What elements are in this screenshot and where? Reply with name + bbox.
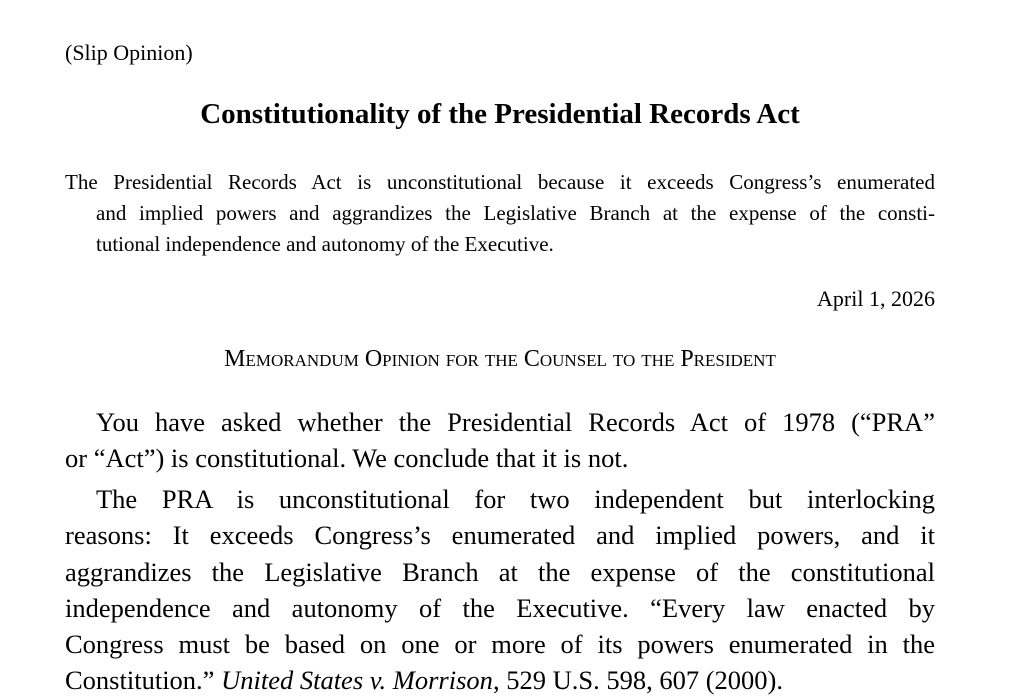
headnote-line: tutional independence and autonomy of the Executive.: [96, 232, 554, 256]
citation-suffix: , 529 U.S. 598, 607 (2000).: [492, 665, 783, 696]
paragraph-line: You have asked whether the Presidential Records Act of 1978 (“PRA”: [96, 407, 935, 437]
paragraph-2: [65, 481, 935, 696]
case-name: United States v. Morrison: [221, 665, 493, 696]
headnote: [65, 167, 935, 260]
paragraph-line: reasons: It exceeds Congress’s enumerated and implied powers, and it: [65, 520, 935, 551]
memorandum-heading: Memorandum Opinion for the Counsel to the President: [224, 346, 776, 372]
paragraph-line: The PRA is unconstitutional for two independent but interlocking: [96, 484, 935, 514]
slip-opinion-label: (Slip Opinion): [65, 40, 193, 65]
citation-prefix: Constitution.”: [65, 665, 215, 696]
headnote-line: The Presidential Records Act is unconstitutional because it exceeds Congress’s enumerated: [65, 170, 935, 194]
opinion-date: April 1, 2026: [817, 286, 935, 311]
paragraph-line: independence and autonomy of the Executive. “Every law enacted by: [65, 592, 935, 623]
paragraph-partial-line: [65, 662, 935, 698]
headnote-line: and implied powers and aggrandizes the Legislative Branch at the expense of the consti-: [96, 201, 935, 225]
paragraph-line: Congress must be based on one or more of its powers enumerated in the: [65, 629, 935, 660]
paragraph-line: aggrandizes the Legislative Branch at the expense of the constitutional: [65, 556, 935, 587]
paragraph-line: or “Act”) is constitutional. We conclude that it is not.: [65, 443, 629, 474]
partial-line-clip: [65, 662, 935, 696]
paragraph-1: [65, 404, 935, 477]
opinion-title: Constitutionality of the Presidential Records Act: [200, 98, 800, 130]
